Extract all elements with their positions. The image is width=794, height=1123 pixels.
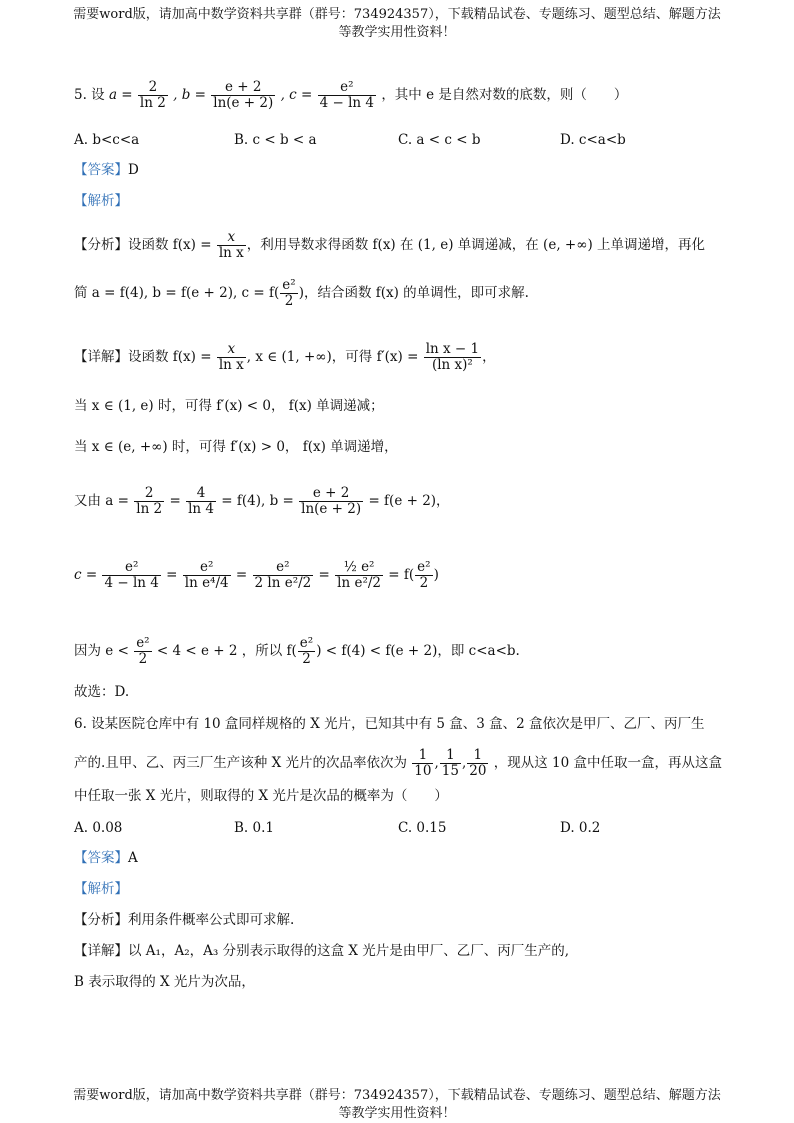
q5-detail-line-5: c = $\frac{\text{e²}}{4 - \ln 4}$ = $\frac{\text{e²}}{\text{ln e⁴/4}}$ = $\frac{\text{e²}}{\text{2 ln e²/2}}$ = $\frac{\text{½ e²}}{\text{ln e²/2}}$ = f( $\frac{\text{e²}}{2}$ ) — [74, 559, 439, 591]
q6-detail-line-2: B 表示取得的 X 光片为次品， — [74, 974, 255, 990]
q6-answer: 【答案】A — [74, 850, 138, 866]
q5-option-d: D. c<a<b — [560, 132, 626, 148]
q6-fenxi: 【分析】利用条件概率公式即可求解. — [74, 912, 295, 928]
q5-detail-line-2: 当 x ∈ (1, e) 时，可得 f′(x) < 0， f(x) 单调递减； — [74, 398, 384, 414]
q6-option-b: B. 0.1 — [234, 820, 274, 836]
q6-stem-line-3: 中任取一张 X 光片，则取得的 X 光片是次品的概率为（ ） — [74, 788, 448, 804]
footer-line-1: 需要word版，请加高中数学资料共享群（群号：734924357），下载精品试卷、专题练习、题型总结、解题方法 — [73, 1088, 721, 1103]
q5-frac-b: $\frac{e + 2}{\ln(e + 2)}$ — [213, 79, 274, 111]
q5-choose: 故选：D. — [74, 684, 130, 700]
page-footer — [0, 1087, 794, 1123]
q5-detail-line-6: 因为 e < $\frac{\text{e²}}{2}$ < 4 < e + 2 ，所以 f( $\frac{\text{e²}}{2}$ ) < f(4) < f(e + 2)，即 c<a<b. — [74, 635, 520, 667]
q5-option-a: A. b<c<a — [74, 132, 140, 148]
header-line-1: 需要word版，请加高中数学资料共享群（群号：734924357），下载精品试卷、专题练习、题型总结、解题方法 — [73, 7, 721, 22]
q5-fenxi-line-1: 【分析】设函数 f(x) = $\frac{x}{\text{ln x}}$ ，利用导数求得函数 f(x) 在 (1, e) 单调递减，在 (e, +∞) 上单调递增，再化 — [74, 229, 706, 261]
q6-stem-line-1: 6. 设某医院仓库中有 10 盒同样规格的 X 光片，已知其中有 5 盒、3 盒、2 盒依次是甲厂、乙厂、丙厂生 — [74, 716, 705, 732]
q5-fenxi-line-2: 简 a = f(4), b = f(e + 2), c = f( $\frac{\text{e²}}{2}$ )，结合函数 f(x) 的单调性，即可求解. — [74, 277, 529, 309]
q5-answer: 【答案】D — [74, 162, 139, 178]
q5-stem: 5. 设 a = $\frac{2}{\ln 2}$ , b = $\frac{e + 2}{\ln(e + 2)}$ , c = $\frac{\text{e²}}{4 - \ln 4}$ ，其中 e 是自然对数的底数，则（ ） — [74, 79, 628, 111]
q5-option-c: C. a < c < b — [398, 132, 481, 148]
q5-frac-a: $\frac{2}{\ln 2}$ — [139, 79, 166, 111]
q5-detail-line-3: 当 x ∈ (e, +∞) 时，可得 f′(x) > 0， f(x) 单调递增， — [74, 439, 398, 455]
q6-analysis-heading: 【解析】 — [74, 881, 128, 897]
q5-detail-line-1: 【详解】设函数 f(x) = $\frac{x}{\text{ln x}}$ , x ∈ (1, +∞)，可得 f′(x) = $\frac{\text{ln x − 1}}{\text{(ln x)²}}$ ， — [74, 341, 496, 373]
q6-option-d: D. 0.2 — [560, 820, 601, 836]
q6-option-a: A. 0.08 — [74, 820, 123, 836]
q5-option-b: B. c < b < a — [234, 132, 317, 148]
footer-line-2: 等教学实用性资料！ — [338, 1106, 456, 1121]
q6-stem-line-2: 产的.且甲、乙、丙三厂生产该种 X 光片的次品率依次为 $\frac{1}{10}$ , $\frac{1}{15}$ , $\frac{1}{20}$ ，现从这 10 盒中任取一盒，再从这盒 — [74, 747, 722, 779]
q5-detail-line-4: 又由 a = $\frac{2}{\ln 2}$ = $\frac{4}{\ln 4}$ = f(4), b = $\frac{e + 2}{\ln(e + 2)}$ = f(e + 2)， — [74, 485, 450, 517]
q6-detail-line-1: 【详解】以 A₁，A₂，A₃ 分别表示取得的这盒 X 光片是由甲厂、乙厂、丙厂生产的, — [74, 943, 570, 959]
q5-frac-c: $\frac{\text{e²}}{4 - \ln 4}$ — [319, 79, 375, 111]
q5-analysis-heading: 【解析】 — [74, 193, 128, 209]
q6-option-c: C. 0.15 — [398, 820, 447, 836]
page-header — [0, 6, 794, 42]
header-line-2: 等教学实用性资料！ — [338, 25, 456, 40]
